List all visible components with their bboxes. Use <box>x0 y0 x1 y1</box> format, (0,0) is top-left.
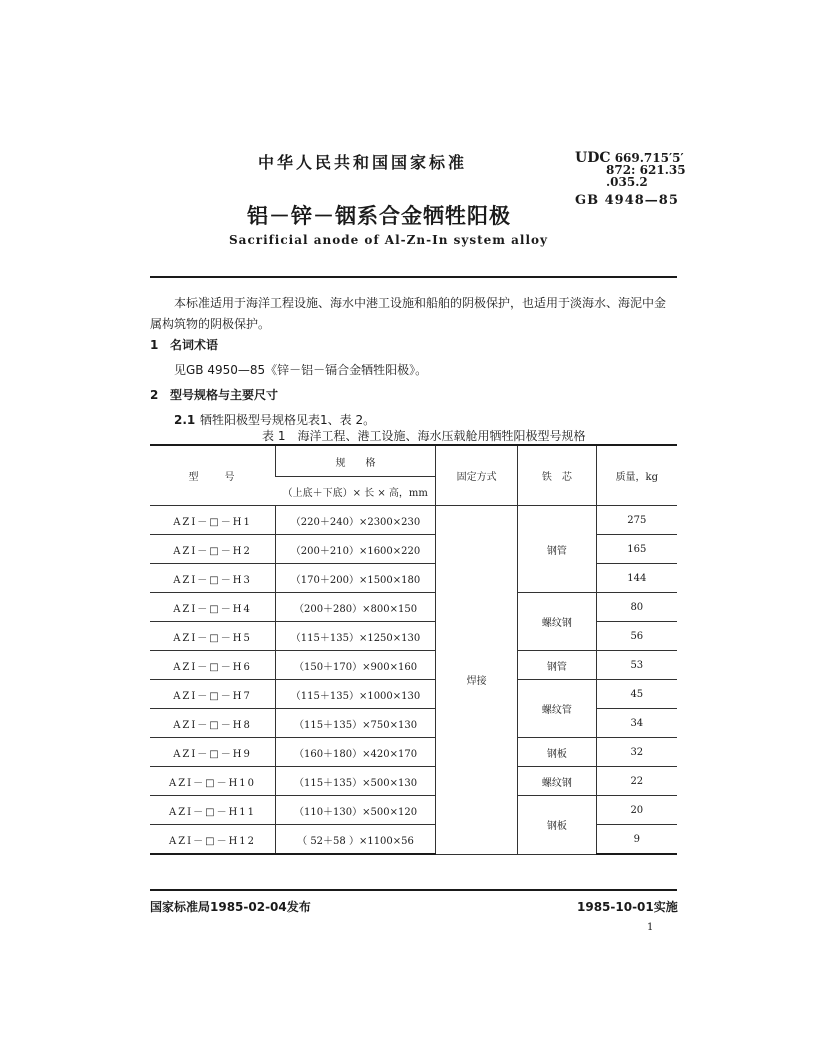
cell-core-group-1: 钢管 <box>518 506 596 593</box>
top-rule <box>150 276 677 278</box>
cell-spec: （160＋180）×420×170 <box>276 738 436 767</box>
cell-spec: （115＋135）×1000×130 <box>276 680 436 709</box>
cell-spec: （150＋170）×900×160 <box>276 651 436 680</box>
header-core: 铁 芯 <box>518 445 596 506</box>
table-caption: 表 1 海洋工程、港工设施、海水压载舱用牺牲阳极型号规格 <box>262 429 586 443</box>
intro-paragraph: 本标准适用于海洋工程设施、海水中港工设施和船舶的阴极保护，也适用于淡海水、海泥中金属构筑物的阴极保护。 <box>150 296 667 331</box>
issued-date: 国家标准局1985-02-04发布 <box>150 900 311 914</box>
cell-type: AZI－□－H1 <box>150 506 276 535</box>
cell-spec: （110＋130）×500×120 <box>276 796 436 825</box>
header-mass: 质量，kg <box>596 445 677 506</box>
cell-fix-method: 焊接 <box>436 506 518 855</box>
page-number: 1 <box>647 922 654 933</box>
udc-line-1: 669.715′5′ <box>614 151 684 165</box>
cell-spec: （200＋280）×800×150 <box>276 593 436 622</box>
cell-type: AZI－□－H6 <box>150 651 276 680</box>
cell-mass: 9 <box>596 825 677 855</box>
cell-mass: 144 <box>596 564 677 593</box>
cell-type: AZI－□－H12 <box>150 825 276 855</box>
cell-spec: （170＋200）×1500×180 <box>276 564 436 593</box>
section-2-number: 2 <box>150 388 159 402</box>
section-1-number: 1 <box>150 338 159 352</box>
cell-core-group-7: 钢板 <box>518 796 596 855</box>
cell-mass: 32 <box>596 738 677 767</box>
header-spec-sub: （上底＋下底）× 长 × 高，mm <box>276 477 436 506</box>
cell-spec: （115＋135）×500×130 <box>276 767 436 796</box>
header-fix: 固定方式 <box>436 445 518 506</box>
cell-type: AZI－□－H10 <box>150 767 276 796</box>
title-chinese: 铝－锌－铟系合金牺牲阳极 <box>247 204 511 228</box>
cell-core-group-4: 螺纹管 <box>518 680 596 738</box>
udc-line-3: .035.2 <box>606 175 648 189</box>
table-row <box>150 680 677 709</box>
header-type: 型 号 <box>150 445 276 506</box>
cell-spec: （220＋240）×2300×230 <box>276 506 436 535</box>
table-row <box>150 767 677 796</box>
section-2-1-text: 牺牲阳极型号规格见表1、表 2。 <box>200 413 376 427</box>
cell-mass: 165 <box>596 535 677 564</box>
cell-type: AZI－□－H4 <box>150 593 276 622</box>
table-row <box>150 651 677 680</box>
national-standard-heading: 中华人民共和国国家标准 <box>258 153 468 172</box>
cell-mass: 45 <box>596 680 677 709</box>
udc-line-2: 872: 621.35 <box>606 163 686 177</box>
bottom-rule <box>150 889 677 891</box>
cell-spec: （115＋135）×750×130 <box>276 709 436 738</box>
table-row <box>150 796 677 825</box>
header-spec: 规 格 <box>276 445 436 477</box>
title-english: Sacrificial anode of Al-Zn-In system alloy <box>229 233 549 247</box>
effective-date: 1985-10-01实施 <box>577 900 678 914</box>
table-row <box>150 535 677 564</box>
table-row <box>150 825 677 855</box>
cell-spec: （200＋210）×1600×220 <box>276 535 436 564</box>
table-row <box>150 593 677 622</box>
table-row <box>150 738 677 767</box>
cell-type: AZI－□－H9 <box>150 738 276 767</box>
table-row <box>150 622 677 651</box>
cell-mass: 275 <box>596 506 677 535</box>
cell-type: AZI－□－H8 <box>150 709 276 738</box>
cell-type: AZI－□－H5 <box>150 622 276 651</box>
cell-type: AZI－□－H7 <box>150 680 276 709</box>
section-1-heading <box>150 336 218 353</box>
section-2-1-number: 2.1 <box>174 413 196 427</box>
table-row <box>150 709 677 738</box>
section-2-1 <box>174 411 375 428</box>
gb-number: GB 4948—85 <box>575 193 679 208</box>
section-1-title: 名词术语 <box>170 338 219 352</box>
cell-mass: 22 <box>596 767 677 796</box>
cell-core-group-2: 螺纹钢 <box>518 593 596 651</box>
table-row <box>150 564 677 593</box>
udc-label: UDC <box>575 150 611 166</box>
cell-type: AZI－□－H2 <box>150 535 276 564</box>
table-row <box>150 506 677 535</box>
section-2-heading <box>150 386 278 403</box>
udc-code <box>575 152 686 188</box>
cell-spec: （ 52＋58 ）×1100×56 <box>276 825 436 855</box>
cell-mass: 56 <box>596 622 677 651</box>
section-1-text: 见GB 4950—85《锌－铝－镉合金牺牲阳极》。 <box>174 363 428 377</box>
cell-mass: 80 <box>596 593 677 622</box>
cell-mass: 34 <box>596 709 677 738</box>
section-2-title: 型号规格与主要尺寸 <box>170 388 279 402</box>
cell-spec: （115＋135）×1250×130 <box>276 622 436 651</box>
spec-table <box>150 444 677 855</box>
cell-type: AZI－□－H3 <box>150 564 276 593</box>
cell-type: AZI－□－H11 <box>150 796 276 825</box>
cell-mass: 53 <box>596 651 677 680</box>
cell-core-group-5: 钢板 <box>518 738 596 767</box>
cell-core-group-6: 螺纹钢 <box>518 767 596 796</box>
cell-core-group-3: 钢管 <box>518 651 596 680</box>
cell-mass: 20 <box>596 796 677 825</box>
